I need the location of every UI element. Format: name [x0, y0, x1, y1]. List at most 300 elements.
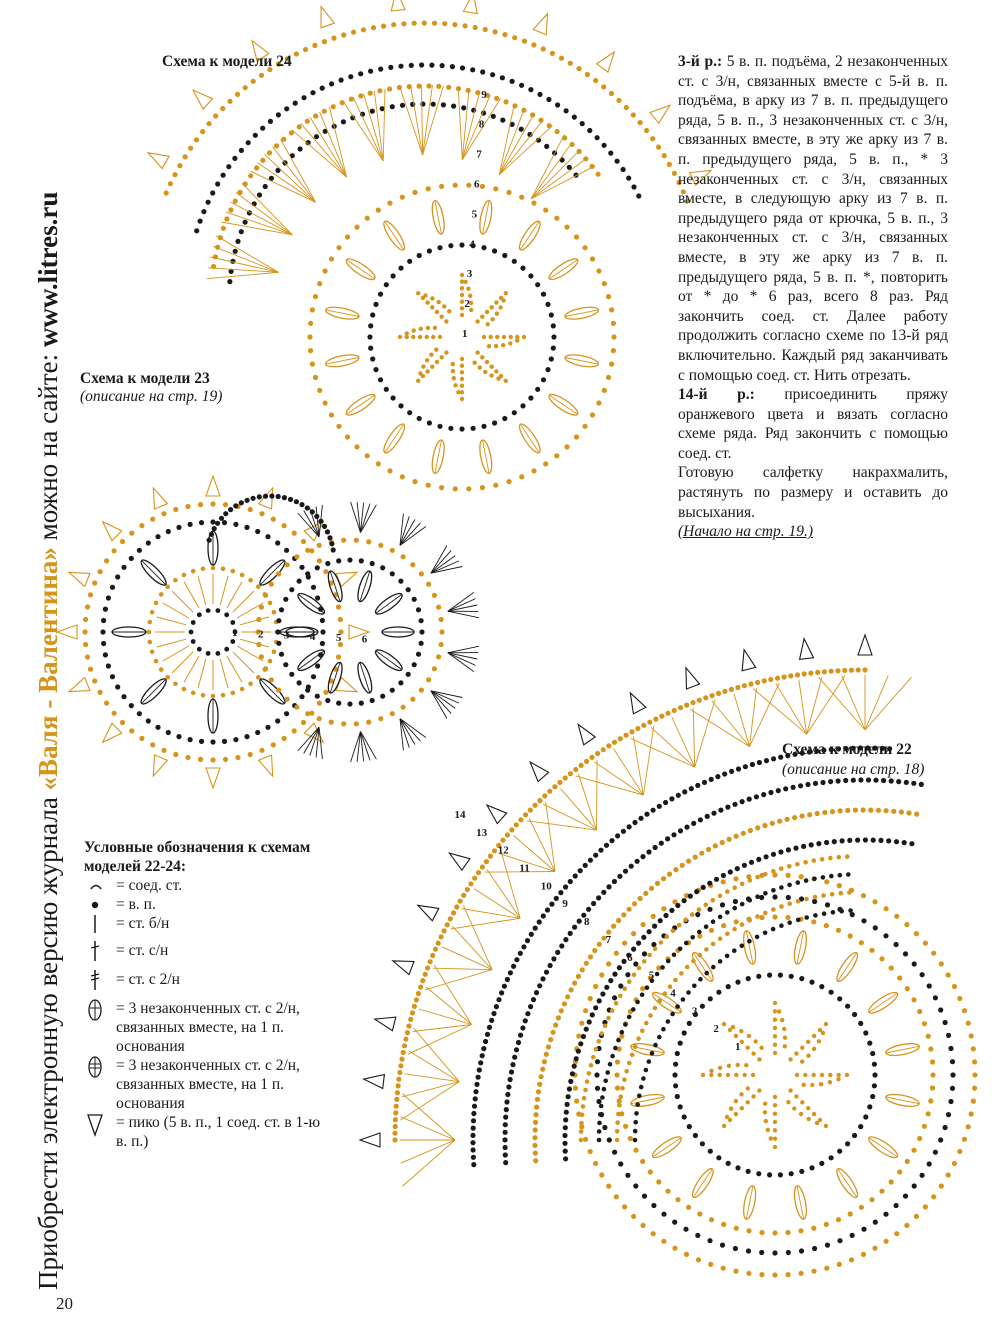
- chain-dot: [702, 780, 707, 785]
- chain-dot: [354, 225, 359, 230]
- chain-dot: [811, 1226, 816, 1231]
- chain-dot: [858, 1021, 863, 1026]
- chain-dot: [943, 1125, 948, 1130]
- chain-dot: [747, 797, 752, 802]
- chain-dot: [768, 790, 773, 795]
- chain-dot: [476, 870, 481, 875]
- chain-dot: [564, 444, 569, 449]
- chain-dot: [824, 1222, 829, 1227]
- fan-stitch: [499, 104, 514, 175]
- chain-dot: [368, 323, 373, 328]
- chain-dot: [523, 812, 528, 817]
- fan-stitch: [643, 726, 654, 795]
- chain-dot: [409, 63, 414, 68]
- chain-dot: [679, 971, 684, 976]
- chain-dot: [307, 334, 312, 339]
- chain-dot: [962, 1008, 967, 1013]
- fan-stitch: [712, 701, 750, 747]
- chain-dot: [224, 647, 229, 652]
- chain-dot: [480, 355, 484, 359]
- chain-dot: [121, 694, 126, 699]
- chain-dot: [697, 1211, 702, 1216]
- chain-dot: [788, 673, 793, 678]
- chain-dot: [589, 755, 594, 760]
- chain-dot: [505, 832, 510, 837]
- chain-dot: [708, 996, 713, 1001]
- row3-text: 5 в. п. подъёма, 2 незаконченных ст. с 3/н, связанных вместе с 5-й в. п. подъёма, в арку из 7 в. п. предыдущего ряда, 5 в. п., 3 незаконченных ст. с 3/н, связанных вместе, в эту же арку из 7 в. п. предыдущего ряда, 5 в. п., * 3 незаконченных ст. с 3/н, связанных вместе, в следующую арку из 7 в. п. предыдущего ряда от крючка, 5 в. п., 3 незаконченных ст. с 3/н, связанных вместе, в эту же арку из 7 в. п. предыдущего ряда, 5 в. п. *, повторить от * до * 6 раз, всего 8 раз. Ряд закончить соед. ст. Далее работу продолжить согласно схеме по 13-й ряд включительно. Каждый ряд заканчивать с помощью соед. ст. Нить отрезать.: [678, 53, 948, 384]
- chain-dot: [533, 1120, 538, 1125]
- chain-dot: [387, 468, 392, 473]
- chain-dot: [512, 410, 517, 415]
- chain-dot: [773, 1009, 777, 1013]
- chain-dot: [837, 883, 842, 888]
- fan-stitch: [401, 1140, 455, 1163]
- chain-dot: [621, 959, 626, 964]
- row-marker: 6: [627, 951, 633, 964]
- chain-dot: [594, 1072, 599, 1077]
- chain-dot: [268, 601, 273, 606]
- chain-dot: [621, 912, 626, 917]
- chain-dot: [470, 67, 475, 72]
- chain-dot: [905, 986, 910, 991]
- chain-dot: [855, 838, 860, 843]
- chain-dot: [471, 426, 476, 431]
- chain-dot: [486, 322, 490, 326]
- chain-dot: [294, 705, 299, 710]
- fan-stitch: [819, 677, 865, 730]
- chain-dot: [734, 1073, 738, 1077]
- picot-mark: [391, 0, 405, 11]
- chain-dot: [682, 1114, 687, 1119]
- chain-dot: [336, 604, 341, 609]
- chain-dot: [647, 929, 652, 934]
- chain-dot: [812, 1246, 817, 1251]
- chain-dot: [494, 369, 498, 373]
- chain-dot: [725, 954, 730, 959]
- chain-dot: [112, 548, 117, 553]
- chain-dot: [390, 711, 395, 716]
- chain-dot: [442, 928, 447, 933]
- chain-dot: [642, 959, 647, 964]
- chain-dot: [412, 662, 417, 667]
- chain-dot: [635, 1102, 640, 1107]
- chain-dot: [727, 837, 732, 842]
- fan-stitch: [451, 918, 520, 929]
- chain-dot: [367, 334, 372, 339]
- chain-dot: [800, 1046, 804, 1050]
- chain-dot: [297, 680, 302, 685]
- chain-dot: [852, 1012, 857, 1017]
- chain-dot: [521, 944, 526, 949]
- chain-dot: [562, 1001, 567, 1006]
- chain-dot: [398, 403, 403, 408]
- chain-dot: [482, 335, 486, 339]
- chain-dot: [292, 728, 297, 733]
- chain-dot: [563, 1117, 568, 1122]
- chain-dot: [615, 1138, 620, 1143]
- chain-dot: [289, 587, 294, 592]
- chain-dot: [466, 287, 470, 291]
- chain-dot: [711, 919, 716, 924]
- chain-dot: [265, 725, 270, 730]
- chain-dot: [687, 1021, 692, 1026]
- chain-dot: [754, 794, 759, 799]
- chain-dot: [600, 1095, 605, 1100]
- chain-dot: [611, 334, 616, 339]
- chain-dot: [396, 1077, 401, 1082]
- chain-dot: [370, 312, 375, 317]
- picot-mark: [206, 476, 220, 496]
- chain-dot: [401, 705, 406, 710]
- chain-dot: [657, 804, 662, 809]
- chain-dot: [226, 164, 231, 169]
- chain-dot: [493, 29, 498, 34]
- chain-dot: [397, 85, 402, 90]
- chain-dot: [849, 668, 854, 673]
- chain-dot: [534, 1105, 539, 1110]
- chain-dot: [720, 840, 725, 845]
- chain-dot: [549, 902, 554, 907]
- chain-dot: [313, 113, 318, 118]
- chain-dot: [633, 961, 638, 966]
- chain-dot: [520, 403, 525, 408]
- chain-dot: [863, 837, 868, 842]
- chain-dot: [675, 1004, 680, 1009]
- chain-dot: [459, 242, 464, 247]
- chain-dot: [401, 1050, 406, 1055]
- dc-stitch: [163, 603, 189, 618]
- chain-dot: [299, 565, 304, 570]
- chain-dot: [902, 840, 907, 845]
- chain-dot: [568, 61, 573, 66]
- chain-dot: [812, 1034, 816, 1038]
- chain-dot: [607, 1137, 612, 1142]
- chain-dot: [759, 1230, 764, 1235]
- chain-dot: [493, 483, 498, 488]
- row-marker: 1: [232, 627, 238, 639]
- chain-dot: [528, 395, 533, 400]
- chain-dot: [633, 1129, 638, 1134]
- chain-dot: [751, 1094, 755, 1098]
- chain-dot: [275, 718, 280, 723]
- fan-stitch: [463, 906, 492, 970]
- chain-dot: [621, 829, 626, 834]
- chain-dot: [930, 1059, 935, 1064]
- final-text: Готовую салфетку накрахмалить, растянуть по размеру и оставить до высыхания.: [678, 464, 948, 521]
- chain-dot: [453, 383, 457, 387]
- chain-dot: [426, 326, 430, 330]
- chain-dot: [267, 150, 272, 155]
- single-crochet-icon: [84, 914, 114, 934]
- chain-dot: [828, 856, 833, 861]
- chain-dot: [828, 779, 833, 784]
- chain-dot: [653, 1006, 658, 1011]
- chain-dot: [338, 617, 343, 622]
- chain-dot: [520, 266, 525, 271]
- chain-dot: [312, 43, 317, 48]
- fan-stitch: [594, 762, 643, 795]
- chain-dot: [820, 780, 825, 785]
- chain-dot: [511, 964, 516, 969]
- chain-dot: [387, 86, 392, 91]
- chain-dot: [574, 234, 579, 239]
- chain-dot: [780, 1018, 784, 1022]
- chain-dot: [744, 1063, 748, 1067]
- chain-dot: [212, 526, 217, 531]
- chain-dot: [863, 1114, 868, 1119]
- site-link[interactable]: www.litres.ru: [33, 191, 63, 348]
- chain-dot: [439, 934, 444, 939]
- chain-dot: [731, 1025, 735, 1029]
- row-marker: 6: [474, 178, 480, 191]
- chain-dot: [566, 1094, 571, 1099]
- chain-dot: [416, 291, 420, 295]
- fan-stitch: [257, 163, 315, 203]
- chain-dot: [721, 873, 726, 878]
- chain-dot: [665, 836, 670, 841]
- chain-dot: [761, 792, 766, 797]
- fan-stitch: [672, 717, 695, 767]
- chain-dot: [549, 312, 554, 317]
- legend-item-tr: [84, 970, 324, 989]
- chain-dot: [492, 248, 497, 253]
- chain-dot: [519, 474, 524, 479]
- chain-dot: [821, 893, 826, 898]
- chain-dot: [697, 933, 702, 938]
- picot-mark: [364, 1075, 385, 1089]
- chain-dot: [129, 703, 134, 708]
- chain-dot: [763, 1110, 767, 1114]
- chain-dot: [879, 1189, 884, 1194]
- chain-dot: [653, 717, 658, 722]
- chain-dot: [454, 904, 459, 909]
- chain-dot: [903, 951, 908, 956]
- chain-dot: [313, 294, 318, 299]
- chain-dot: [786, 873, 791, 878]
- chain-dot: [548, 1037, 553, 1042]
- chain-dot: [845, 808, 850, 813]
- chain-dot: [425, 335, 429, 339]
- chain-dot: [670, 1012, 675, 1017]
- chain-dot: [704, 903, 709, 908]
- chain-dot: [492, 848, 497, 853]
- chain-dot: [759, 915, 764, 920]
- chain-dot: [460, 273, 464, 277]
- chain-dot: [489, 335, 493, 339]
- chain-dot: [624, 105, 629, 110]
- chain-dot: [627, 824, 632, 829]
- schema-24-title: Схема к модели 24: [162, 53, 292, 70]
- chain-dot: [905, 1159, 910, 1164]
- chain-dot: [773, 1112, 777, 1116]
- chain-dot: [331, 104, 336, 109]
- chain-dot: [558, 890, 563, 895]
- chain-dot: [233, 199, 238, 204]
- chain-dot: [673, 978, 678, 983]
- chain-dot: [412, 1004, 417, 1009]
- chain-dot: [806, 1040, 810, 1044]
- chain-dot: [746, 1248, 751, 1253]
- chain-dot: [726, 984, 731, 989]
- cluster-stem: [435, 201, 442, 234]
- chain-dot: [472, 876, 477, 881]
- chain-dot: [393, 1117, 398, 1122]
- chain-dot: [896, 779, 901, 784]
- chain-dot: [576, 974, 581, 979]
- fan-stitch: [292, 130, 347, 177]
- chain-dot: [417, 84, 422, 89]
- chain-dot: [721, 879, 726, 884]
- chain-dot: [806, 1106, 810, 1110]
- chain-dot: [870, 1051, 875, 1056]
- chain-dot: [714, 877, 719, 882]
- chain-dot: [572, 1064, 577, 1069]
- chain-dot: [629, 729, 634, 734]
- chain-dot: [672, 171, 677, 176]
- chain-dot: [604, 985, 609, 990]
- chain-dot: [764, 758, 769, 763]
- chain-dot: [431, 335, 435, 339]
- chain-dot: [322, 109, 327, 114]
- chain-dot: [756, 974, 761, 979]
- chain-dot: [972, 1086, 977, 1091]
- row-marker: 3: [691, 1005, 698, 1018]
- chain-dot: [715, 774, 720, 779]
- chain-dot: [762, 678, 767, 683]
- chain-dot: [819, 1161, 824, 1166]
- chain-dot: [667, 162, 672, 167]
- chain-dot: [972, 1059, 977, 1064]
- chain-dot: [673, 867, 678, 872]
- chain-dot: [651, 914, 656, 919]
- chain-dot: [525, 1011, 530, 1016]
- chain-dot: [666, 959, 671, 964]
- chain-dot: [103, 607, 108, 612]
- chain-dot: [568, 771, 573, 776]
- dc-stitch: [157, 617, 186, 625]
- chain-dot: [630, 1053, 635, 1058]
- chain-dot: [303, 47, 308, 52]
- chain-dot: [88, 667, 93, 672]
- chain-dot: [725, 910, 730, 915]
- chain-dot: [554, 216, 559, 221]
- chain-dot: [188, 522, 193, 527]
- chain-dot: [509, 1069, 514, 1074]
- chain-dot: [553, 1023, 558, 1028]
- fan-stitch: [426, 987, 472, 1025]
- chain-dot: [543, 461, 548, 466]
- chain-dot: [534, 990, 539, 995]
- chain-dot: [705, 814, 710, 819]
- chain-dot: [451, 104, 456, 109]
- chain-dot: [783, 786, 788, 791]
- chain-dot: [336, 245, 341, 250]
- chain-dot: [485, 310, 489, 314]
- chain-dot: [315, 694, 320, 699]
- chain-dot: [390, 688, 395, 693]
- chain-dot: [276, 688, 281, 693]
- chain-dot: [884, 1239, 889, 1244]
- chain-dot: [317, 388, 322, 393]
- chain-dot: [620, 1086, 625, 1091]
- chain-dot: [456, 390, 460, 394]
- chain-dot: [336, 558, 341, 563]
- chain-dot: [734, 834, 739, 839]
- picot-mark: [533, 14, 547, 35]
- chain-dot: [597, 1129, 602, 1134]
- chain-dot: [718, 808, 723, 813]
- chain-dot: [622, 1204, 627, 1209]
- chain-dot: [933, 1150, 938, 1155]
- chain-dot: [476, 1075, 481, 1080]
- legend-text: = в. п.: [116, 896, 156, 913]
- chain-dot: [546, 97, 551, 102]
- chain-dot: [400, 103, 405, 108]
- chain-dot: [779, 866, 784, 871]
- chain-dot: [554, 453, 559, 458]
- chain-dot: [591, 901, 596, 906]
- chain-dot: [690, 700, 695, 705]
- chain-dot: [845, 1004, 850, 1009]
- chain-dot: [515, 338, 519, 342]
- chain-dot: [695, 912, 700, 917]
- chain-dot: [406, 1023, 411, 1028]
- chain-dot: [436, 941, 441, 946]
- chain-dot: [440, 315, 444, 319]
- chain-dot: [779, 904, 784, 909]
- chain-dot: [347, 557, 352, 562]
- chain-dot: [137, 711, 142, 716]
- picot-mark: [578, 724, 595, 744]
- chain-dot: [430, 953, 435, 958]
- chain-dot: [764, 1119, 768, 1123]
- chain-dot: [232, 156, 237, 161]
- chain-dot: [614, 1072, 619, 1077]
- chain-dot: [509, 335, 513, 339]
- chain-dot: [612, 879, 617, 884]
- chain-dot: [228, 507, 233, 512]
- chain-dot: [406, 672, 411, 677]
- chain-dot: [437, 245, 442, 250]
- chain-dot: [254, 165, 259, 170]
- picot-mark: [597, 52, 615, 72]
- chain-dot: [348, 74, 353, 79]
- chain-dot: [276, 494, 281, 499]
- chain-dot: [593, 1005, 598, 1010]
- chain-dot: [869, 1197, 874, 1202]
- chain-dot: [121, 565, 126, 570]
- chain-dot: [588, 858, 593, 863]
- chain-dot: [950, 1072, 955, 1077]
- chain-dot: [255, 730, 260, 735]
- chain-dot: [678, 1041, 683, 1046]
- chain-dot: [602, 143, 607, 148]
- chain-dot: [419, 641, 424, 646]
- chain-dot: [248, 507, 253, 512]
- chain-dot: [498, 305, 502, 309]
- chain-dot: [914, 931, 919, 936]
- chain-dot: [460, 384, 464, 388]
- chain-dot: [317, 281, 322, 286]
- chain-dot: [661, 876, 666, 881]
- chain-dot: [450, 64, 455, 69]
- chain-dot: [923, 941, 928, 946]
- chain-dot: [564, 225, 569, 230]
- chain-dot: [676, 793, 681, 798]
- chain-dot: [625, 972, 630, 977]
- chain-dot: [522, 39, 527, 44]
- chain-dot: [503, 1115, 508, 1120]
